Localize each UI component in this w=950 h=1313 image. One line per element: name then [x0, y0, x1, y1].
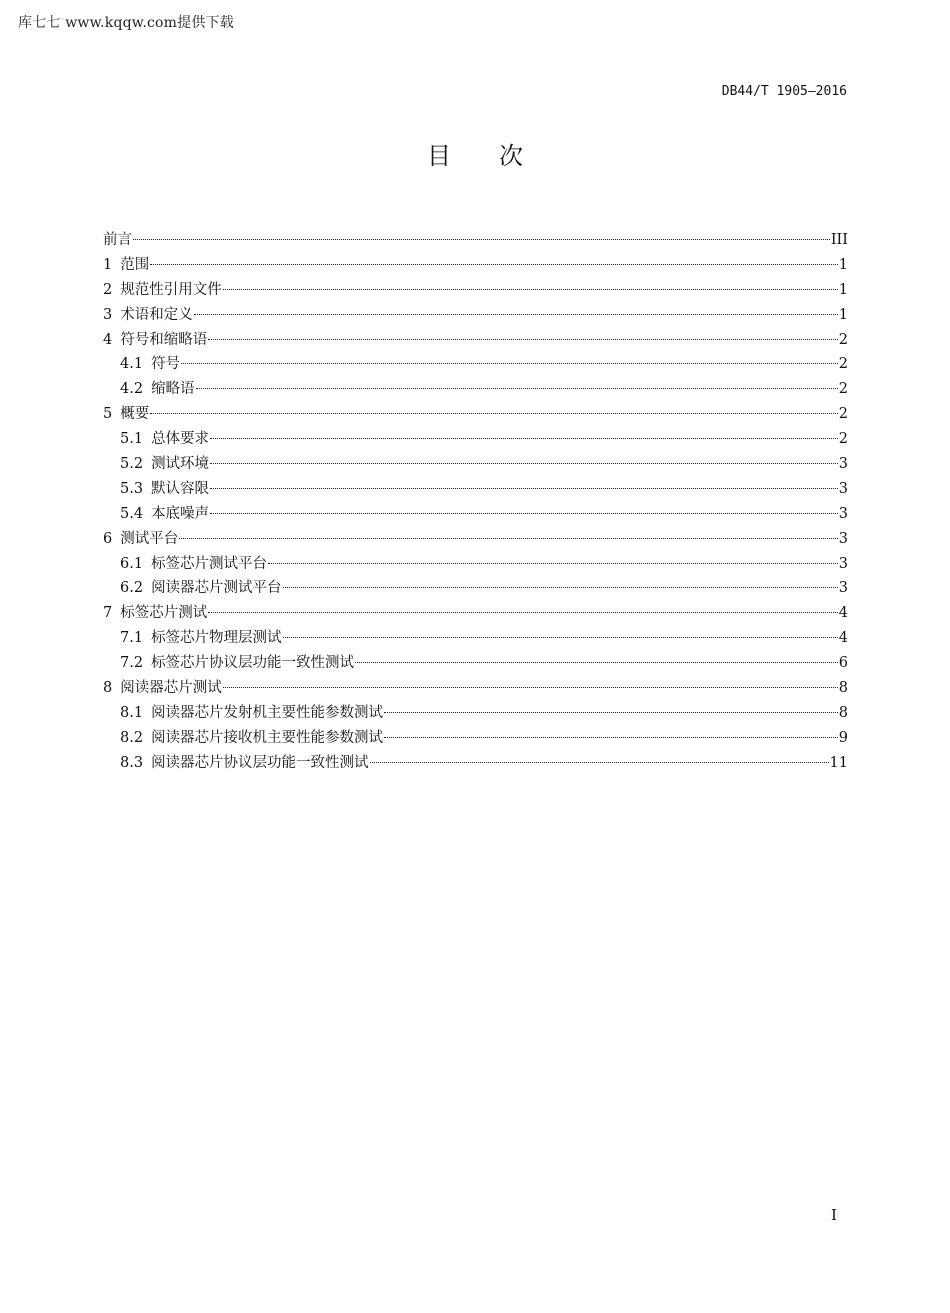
toc-entry-label: 测试环境: [151, 456, 210, 473]
toc-entry-label: 阅读器芯片发射机主要性能参数测试: [151, 704, 384, 721]
toc-entry-label: 术语和定义: [120, 306, 193, 323]
toc-entry-number: 6: [103, 530, 113, 547]
toc-entry-number: 4.1: [120, 356, 144, 373]
toc-entry[interactable]: [103, 502, 848, 527]
toc-entry[interactable]: [103, 726, 848, 751]
toc-entry[interactable]: [103, 427, 848, 452]
toc-entry-page: 1: [838, 256, 848, 273]
toc-entry[interactable]: [103, 651, 848, 676]
toc-dot-leader: [384, 712, 838, 713]
toc-entry-label: 范围: [120, 256, 150, 273]
toc-entry-label: 概要: [120, 406, 150, 423]
toc-entry[interactable]: [103, 527, 848, 552]
toc-entry[interactable]: [103, 253, 848, 278]
toc-entry[interactable]: [103, 352, 848, 377]
toc-entry-page: 3: [838, 456, 848, 473]
toc-entry[interactable]: [103, 452, 848, 477]
toc-entry-number: 7.2: [120, 655, 144, 672]
toc-entry-number: 8.3: [120, 754, 144, 771]
toc-entry[interactable]: [103, 626, 848, 651]
toc-entry-page: III: [830, 232, 848, 248]
toc-entry[interactable]: [103, 278, 848, 303]
table-of-contents: [103, 228, 848, 776]
toc-entry-label: 阅读器芯片测试平台: [151, 580, 282, 597]
toc-dot-leader: [370, 762, 829, 763]
toc-entry[interactable]: [103, 552, 848, 577]
toc-entry[interactable]: [103, 576, 848, 601]
toc-dot-leader: [179, 538, 838, 539]
toc-entry-number: 4.2: [120, 381, 144, 398]
toc-entry-page: 2: [838, 356, 848, 373]
toc-entry-number: 5.2: [120, 456, 144, 473]
toc-entry[interactable]: [103, 228, 848, 253]
toc-dot-leader: [208, 612, 838, 613]
toc-entry-page: 3: [838, 580, 848, 597]
toc-dot-leader: [210, 438, 838, 439]
toc-entry-label: 测试平台: [120, 530, 179, 547]
toc-entry[interactable]: [103, 676, 848, 701]
toc-dot-leader: [210, 463, 838, 464]
toc-entry-number: 7.1: [120, 630, 144, 647]
toc-dot-leader: [223, 687, 838, 688]
toc-entry[interactable]: [103, 601, 848, 626]
toc-entry-page: 1: [838, 306, 848, 323]
toc-entry[interactable]: [103, 477, 848, 502]
toc-entry[interactable]: [103, 701, 848, 726]
toc-entry-number: 1: [103, 256, 113, 273]
toc-entry[interactable]: [103, 328, 848, 353]
toc-entry-label: 标签芯片协议层功能一致性测试: [151, 655, 355, 672]
toc-entry[interactable]: [103, 303, 848, 328]
toc-entry-number: 8: [103, 680, 113, 697]
toc-entry-number: 7: [103, 605, 113, 622]
toc-entry-label: 阅读器芯片协议层功能一致性测试: [151, 754, 369, 771]
toc-dot-leader: [133, 239, 830, 240]
toc-dot-leader: [150, 264, 838, 265]
toc-entry[interactable]: [103, 751, 848, 776]
toc-entry-label: 符号和缩略语: [120, 331, 208, 348]
toc-entry-number: 6.1: [120, 555, 144, 572]
toc-entry-number: 2: [103, 281, 113, 298]
toc-dot-leader: [283, 637, 838, 638]
toc-entry-number: 4: [103, 331, 113, 348]
toc-entry-page: 3: [838, 480, 848, 497]
toc-entry-page: 2: [838, 431, 848, 448]
toc-dot-leader: [210, 513, 838, 514]
toc-entry-label: 标签芯片物理层测试: [151, 630, 282, 647]
toc-entry-page: 3: [838, 530, 848, 547]
toc-entry-number: 3: [103, 306, 113, 323]
toc-entry-number: 5.3: [120, 480, 144, 497]
toc-dot-leader: [355, 662, 838, 663]
toc-dot-leader: [223, 289, 838, 290]
toc-entry-number: 8.2: [120, 729, 144, 746]
toc-entry-number: 5.4: [120, 505, 144, 522]
toc-entry-page: 4: [838, 605, 848, 622]
toc-dot-leader: [210, 488, 838, 489]
toc-entry-label: 总体要求: [151, 431, 210, 448]
toc-entry-page: 3: [838, 555, 848, 572]
toc-entry[interactable]: [103, 377, 848, 402]
toc-dot-leader: [150, 413, 838, 414]
toc-entry-label: 本底噪声: [151, 505, 210, 522]
toc-entry-page: 11: [829, 754, 848, 771]
toc-entry-label: 阅读器芯片测试: [120, 680, 222, 697]
toc-entry-page: 2: [838, 406, 848, 423]
toc-dot-leader: [283, 587, 838, 588]
toc-entry-label: 规范性引用文件: [120, 281, 222, 298]
toc-dot-leader: [268, 563, 838, 564]
page-title: 目 次: [427, 142, 523, 170]
toc-entry-page: 8: [838, 704, 848, 721]
document-code: DB44/T 1905—2016: [721, 84, 847, 99]
toc-entry-number: 5: [103, 406, 113, 423]
toc-entry-page: 2: [838, 381, 848, 398]
toc-entry-number: 8.1: [120, 704, 144, 721]
toc-entry-label: 前言: [103, 232, 132, 248]
toc-dot-leader: [194, 314, 838, 315]
toc-entry-page: 2: [838, 331, 848, 348]
toc-entry[interactable]: [103, 402, 848, 427]
toc-entry-page: 1: [838, 281, 848, 298]
toc-entry-number: 5.1: [120, 431, 144, 448]
toc-entry-label: 缩略语: [151, 381, 195, 398]
toc-dot-leader: [196, 388, 838, 389]
toc-entry-label: 标签芯片测试: [120, 605, 208, 622]
watermark-text: 库七七 www.kqqw.com提供下载: [18, 15, 234, 31]
toc-dot-leader: [181, 363, 838, 364]
toc-entry-page: 3: [838, 505, 848, 522]
toc-entry-label: 符号: [151, 356, 181, 373]
toc-entry-label: 默认容限: [151, 480, 210, 497]
toc-dot-leader: [208, 339, 838, 340]
toc-entry-page: 4: [838, 630, 848, 647]
toc-entry-label: 阅读器芯片接收机主要性能参数测试: [151, 729, 384, 746]
toc-entry-page: 6: [838, 655, 848, 672]
toc-entry-label: 标签芯片测试平台: [151, 555, 268, 572]
toc-dot-leader: [384, 737, 838, 738]
toc-entry-number: 6.2: [120, 580, 144, 597]
toc-entry-page: 9: [838, 729, 848, 746]
toc-entry-page: 8: [838, 680, 848, 697]
page-number: I: [831, 1206, 837, 1224]
